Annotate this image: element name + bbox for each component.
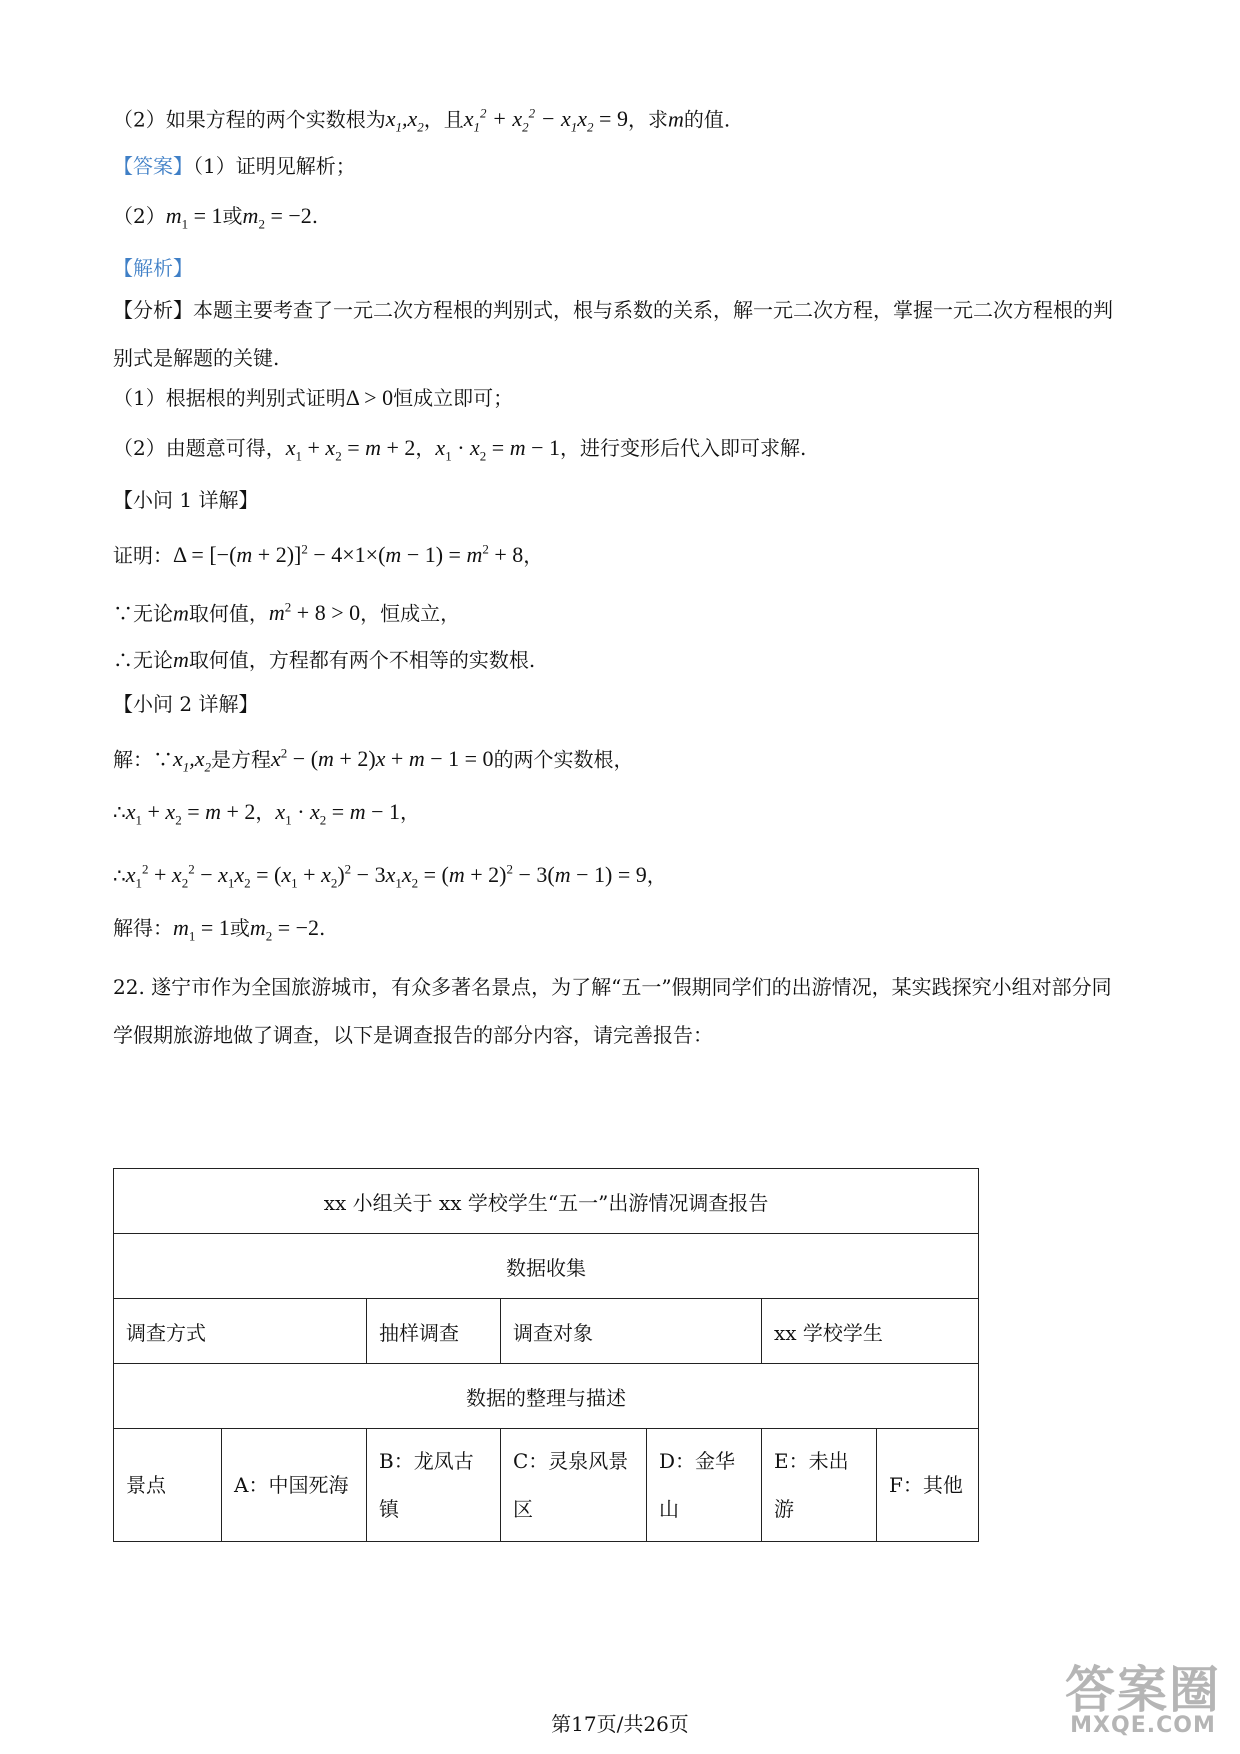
survey-report-table xyxy=(113,1168,979,1542)
answer-line-2: $(2)m_1 = 1$或$m_2 = -2$. xyxy=(113,203,319,232)
question-2-prompt: （2）如果方程的两个实数根为$x_1,x_2$，且$x_1^2 + x_2^2 - x_1x_2 = 9$，求m的值. xyxy=(113,106,731,135)
answer-m1: $m_1 = 1$ xyxy=(165,203,223,232)
step-1: （1）根据根的判别式证明Δ > 0恒成立即可； xyxy=(113,385,514,410)
spot-cell: B：龙凤古镇 xyxy=(367,1429,501,1542)
sub2-solution: 解：$\because x_1,x_2$是方程$x^2 - (m + 2)x + m - 1 = 0$的两个实数根， xyxy=(113,746,634,775)
sub2-vieta: $\therefore x_1 + x_2 = m + 2$，$x_1 \cdot x_2 = m - 1$， xyxy=(113,799,421,828)
watermark-logo: 答案圈 MXQE.COM xyxy=(1065,1661,1221,1738)
method-label: 调查方式 xyxy=(114,1299,367,1364)
answer-tag: 【答案】 xyxy=(113,154,193,178)
sub2-substitution: $\therefore x_1^2 + x_2^2 - x_1x_2 = (x_1 + x_2)^2 - 3x_1x_2 = (m + 2)^2 - 3(m - 1) = 9$， xyxy=(113,862,667,891)
object-value: xx 学校学生 xyxy=(762,1299,979,1364)
spot-cell: F：其他 xyxy=(877,1429,979,1542)
answer-line-1: 【答案】（1）证明见解析； xyxy=(113,154,356,178)
spots-label: 景点 xyxy=(114,1429,222,1542)
spot-cell: D：金华山 xyxy=(647,1429,762,1542)
step-2: （2）由题意可得，$x_1 + x_2 = m + 2$，$x_1 \cdot x_2 = m - 1$，进行变形后代入即可求解. xyxy=(113,435,807,464)
sub1-proof: 证明：$\Delta = [-(m + 2)]^2 - 4\times 1\times(m - 1) = m^2 + 8$， xyxy=(113,542,544,568)
sub1-conclusion: ∴无论m取何值，方程都有两个不相等的实数根. xyxy=(113,647,536,672)
roots-expr: $x_1,x_2$ xyxy=(385,106,424,135)
table-section-describe: 数据的整理与描述 xyxy=(114,1364,979,1429)
table-section-collect: 数据收集 xyxy=(114,1234,979,1299)
sub2-result: 解得：$m_1 = 1$或$m_2 = -2$. xyxy=(113,915,326,944)
answer-m2: $m_2 = -2$ xyxy=(242,203,312,232)
sub2-title: 【小问 2 详解】 xyxy=(113,692,259,716)
spot-cell: E：未出游 xyxy=(762,1429,877,1542)
analysis-paragraph: 【分析】本题主要考查了一元二次方程根的判别式，根与系数的关系，解一元二次方程，掌握一元二次方程根的判别式是解题的关键. xyxy=(113,298,1113,370)
question-22-text: 22. 遂宁市作为全国旅游城市，有众多著名景点，为了解“五一”假期同学们的出游情况，某实践探究小组对部分同学假期旅游地做了调查，以下是调查报告的部分内容，请完善报告： xyxy=(113,975,1112,1047)
sub1-since: ∵无论m取何值，$m^2 + 8 > 0$，恒成立， xyxy=(113,600,461,626)
condition-expr: $x_1^2 + x_2^2 - x_1x_2 = 9$ xyxy=(463,106,628,135)
method-value: 抽样调查 xyxy=(367,1299,501,1364)
spot-cell: A：中国死海 xyxy=(222,1429,367,1542)
table-title: xx 小组关于 xx 学校学生“五一”出游情况调查报告 xyxy=(114,1169,979,1234)
page-footer: 第17页/共26页 xyxy=(551,1712,689,1736)
object-label: 调查对象 xyxy=(501,1299,762,1364)
spot-cell: C：灵泉风景区 xyxy=(501,1429,647,1542)
sub1-title: 【小问 1 详解】 xyxy=(113,488,259,512)
analysis-tag: 【解析】 xyxy=(113,256,193,280)
